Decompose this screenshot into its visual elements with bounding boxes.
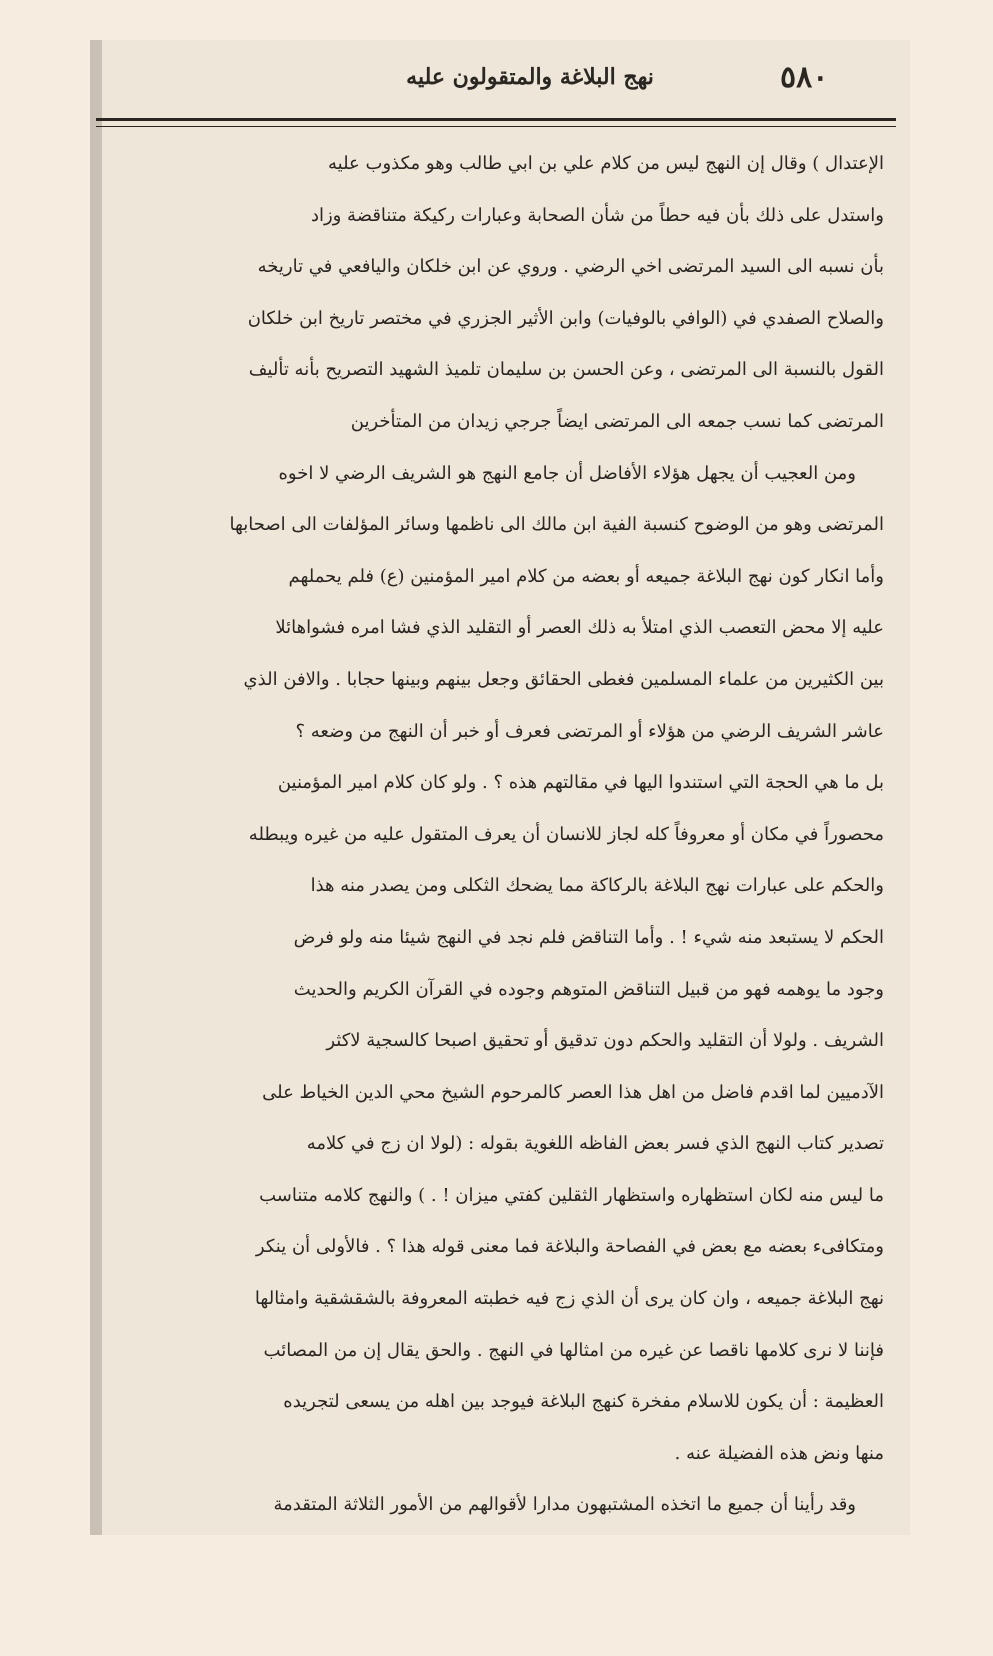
text-line: وجود ما يوهمه فهو من قبيل التناقض المتوهم وجوده في القرآن الكريم والحديث <box>293 978 884 1000</box>
text-line: وقد رأينا أن جميع ما اتخذه المشتبهون مدارا لأقوالهم من الأمور الثلاثة المتقدمة <box>273 1494 856 1516</box>
text-line: القول بالنسبة الى المرتضى ، وعن الحسن بن سليمان تلميذ الشهيد التصريح بأنه تأليف <box>248 359 884 381</box>
text-line: العظيمة : أن يكون للاسلام مفخرة كنهج البلاغة فيوجد بين اهله من يسعى لتجريده <box>283 1391 884 1413</box>
header-rule-thin <box>96 126 896 127</box>
text-line: ما ليس منه لكان استظهاره واستظهار الثقلين كفتي ميزان ! . ) والنهج كلامه متناسب <box>259 1184 884 1206</box>
text-line: والحكم على عبارات نهج البلاغة بالركاكة مما يضحك الثكلى ومن يصدر منه هذا <box>310 875 884 897</box>
text-line: والصلاح الصفدي في (الوافي بالوفيات) وابن الأثير الجزري في مختصر تاريخ ابن خلكان <box>247 307 884 329</box>
body-text <box>108 138 884 1531</box>
text-line: وأما انكار كون نهج البلاغة جميعه أو بعضه من كلام امير المؤمنين (ع) فلم يحملهم <box>288 565 884 587</box>
text-line: بل ما هي الحجة التي استندوا اليها في مقالتهم هذه ؟ . ولو كان كلام امير المؤمنين <box>277 772 884 794</box>
text-line: فإننا لا نرى كلامها ناقصا عن غيره من امثالها في النهج . والحق يقال إن من المصائب <box>263 1339 884 1361</box>
text-line: بأن نسبه الى السيد المرتضى اخي الرضي . وروي عن ابن خلكان واليافعي في تاريخه <box>257 256 884 278</box>
header-rule-thick <box>96 118 896 121</box>
text-line: بين الكثيرين من علماء المسلمين فغطى الحقائق وجعل بينهم وبينها حجابا . والافن الذي <box>243 668 884 690</box>
text-line: الآدميين لما اقدم فاضل من اهل هذا العصر كالمرحوم الشيخ محي الدين الخياط على <box>262 1081 884 1103</box>
page-number: ٥٨٠ <box>780 60 829 95</box>
text-line: الشريف . ولولا أن التقليد والحكم دون تدقيق أو تحقيق اصبحا كالسجية لاكثر <box>326 1030 884 1052</box>
text-line: المرتضى وهو من الوضوح كنسبة الفية ابن مالك الى ناظمها وسائر المؤلفات الى اصحابها <box>229 514 884 536</box>
running-title: نهج البلاغة والمتقولون عليه <box>406 64 654 90</box>
text-line: الإعتدال ) وقال إن النهج ليس من كلام علي بن ابي طالب وهو مكذوب عليه <box>328 153 884 174</box>
text-line: عليه إلا محض التعصب الذي امتلأ به ذلك العصر أو التقليد الذي فشا امره فشواهائلا <box>275 617 884 639</box>
text-line: عاشر الشريف الرضي من هؤلاء أو المرتضى فعرف أو خبر أن النهج من وضعه ؟ <box>295 720 884 742</box>
text-line: ومتكافىء بعضه مع بعض في الفصاحة والبلاغة فما معنى قوله هذا ؟ . فالأولى أن ينكر <box>255 1236 884 1258</box>
text-line: واستدل على ذلك بأن فيه حطاً من شأن الصحابة وعبارات ركيكة متناقضة وزاد <box>310 204 884 226</box>
text-line: الحكم لا يستبعد منه شيء ! . وأما التناقض فلم نجد في النهج شيئا منه ولو فرض <box>293 926 884 948</box>
text-line: تصدير كتاب النهج الذي فسر بعض الفاظه اللغوية بقوله : (لولا ان زج في كلامه <box>306 1133 884 1155</box>
text-line: منها ونض هذه الفضيلة عنه . <box>674 1442 884 1464</box>
text-line: محصوراً في مكان أو معروفاً كله لجاز للانسان أن يعرف المتقول عليه من غيره ويبطله <box>248 823 884 845</box>
text-line: نهج البلاغة جميعه ، وان كان يرى أن الذي زج فيه خطبته المعروفة بالشقشقية وامثالها <box>254 1288 884 1310</box>
text-line: ومن العجيب أن يجهل هؤلاء الأفاضل أن جامع النهج هو الشريف الرضي لا اخوه <box>278 462 856 484</box>
page-header <box>110 48 880 108</box>
text-line: المرتضى كما نسب جمعه الى المرتضى ايضاً جرجي زيدان من المتأخرين <box>350 410 884 432</box>
